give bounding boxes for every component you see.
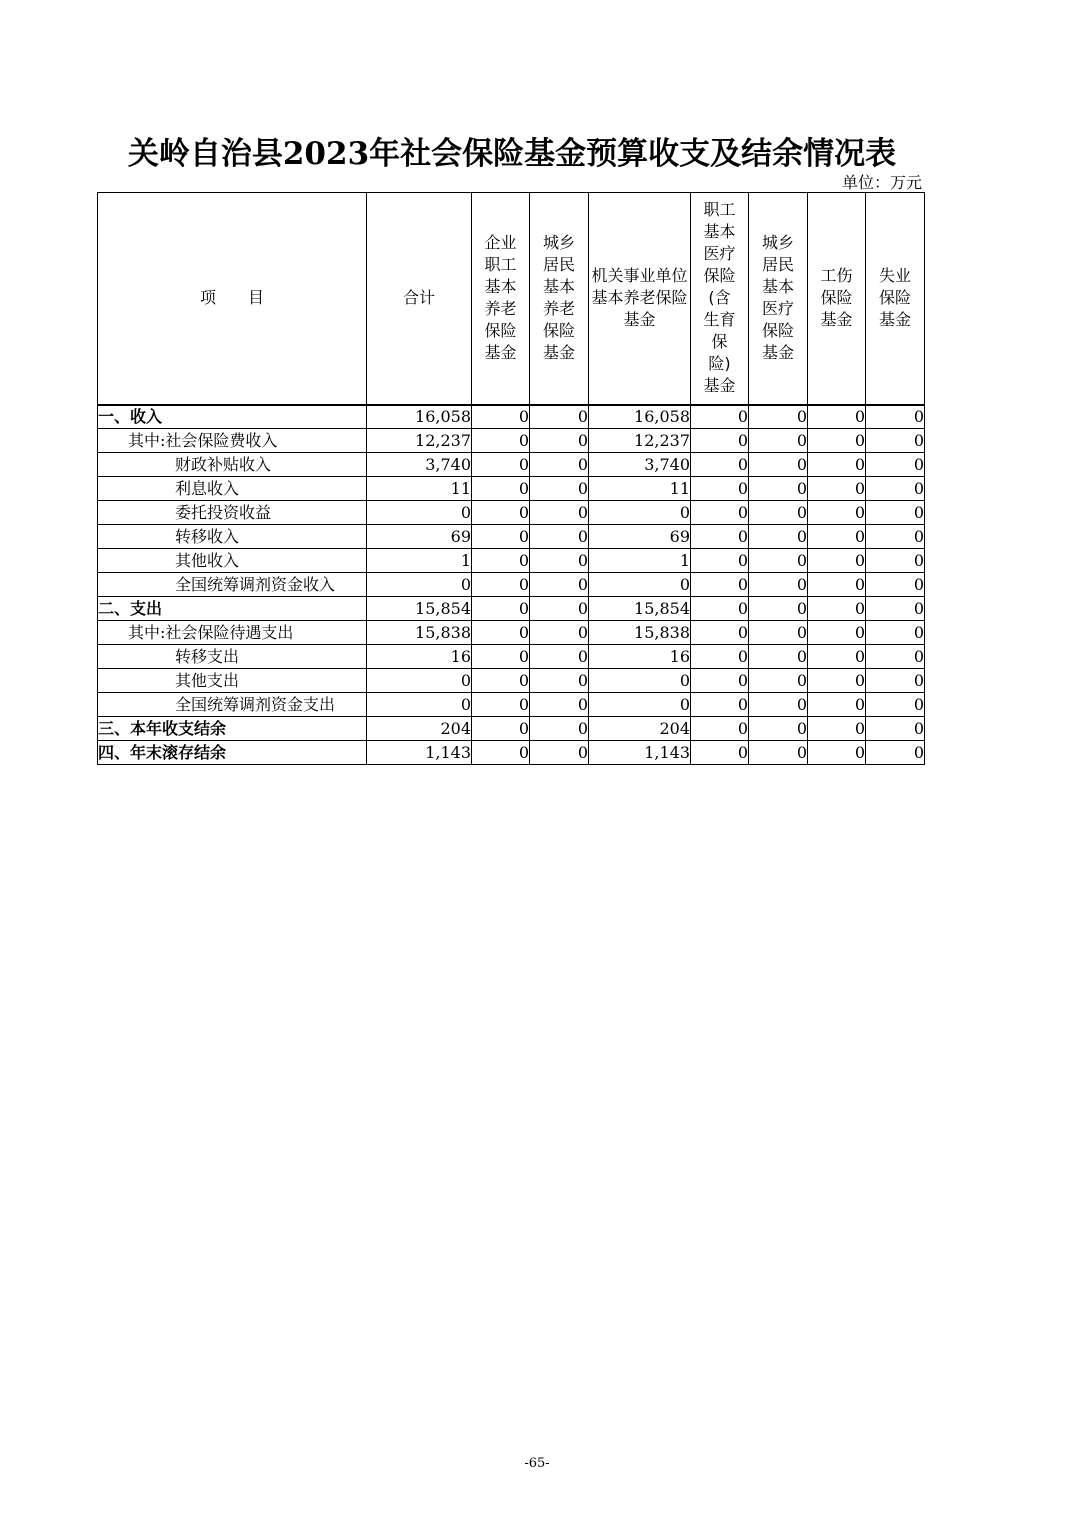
table-row: [98, 429, 925, 453]
header-institution-pension: 机关事业单位基本养老保险基金: [589, 193, 691, 405]
header-resident-medical: 城乡居民基本医疗保险基金: [749, 193, 808, 405]
cell-value: 3,740: [589, 453, 691, 477]
cell-value: 0: [691, 717, 749, 741]
cell-value: 0: [472, 741, 530, 765]
cell-value: 12,237: [367, 429, 472, 453]
cell-value: 0: [866, 669, 925, 693]
header-row: [98, 193, 925, 405]
cell-value: 0: [530, 573, 589, 597]
cell-value: 0: [808, 549, 866, 573]
table-row: [98, 405, 925, 429]
cell-value: 3,740: [367, 453, 472, 477]
row-label: 四、年末滚存结余: [98, 741, 367, 765]
budget-table: [97, 192, 925, 765]
unit-label: 单位：万元: [841, 173, 922, 192]
cell-value: 16,058: [367, 405, 472, 429]
cell-value: 16,058: [589, 405, 691, 429]
cell-value: 0: [866, 477, 925, 501]
cell-value: 0: [530, 621, 589, 645]
cell-value: 0: [808, 669, 866, 693]
header-resident-pension: 城乡居民基本养老保险基金: [530, 193, 589, 405]
cell-value: 0: [808, 693, 866, 717]
cell-value: 0: [749, 501, 808, 525]
cell-value: 0: [866, 645, 925, 669]
cell-value: 0: [749, 429, 808, 453]
cell-value: 1: [589, 549, 691, 573]
row-label: 其他收入: [98, 549, 367, 573]
cell-value: 0: [749, 693, 808, 717]
cell-value: 0: [866, 693, 925, 717]
cell-value: 0: [530, 741, 589, 765]
row-label: 转移支出: [98, 645, 367, 669]
cell-value: 0: [472, 429, 530, 453]
cell-value: 0: [530, 669, 589, 693]
table-row: [98, 645, 925, 669]
cell-value: 16: [367, 645, 472, 669]
cell-value: 0: [749, 621, 808, 645]
cell-value: 0: [866, 597, 925, 621]
cell-value: 0: [808, 501, 866, 525]
cell-value: 0: [866, 453, 925, 477]
table-row: [98, 453, 925, 477]
cell-value: 0: [691, 549, 749, 573]
row-label: 其中:社会保险费收入: [98, 429, 367, 453]
cell-value: 0: [866, 429, 925, 453]
cell-value: 0: [808, 597, 866, 621]
cell-value: 0: [367, 501, 472, 525]
cell-value: 0: [691, 429, 749, 453]
cell-value: 0: [472, 669, 530, 693]
cell-value: 0: [472, 717, 530, 741]
table-row: [98, 597, 925, 621]
cell-value: 0: [589, 501, 691, 525]
cell-value: 0: [749, 453, 808, 477]
row-label: 二、支出: [98, 597, 367, 621]
cell-value: 0: [691, 645, 749, 669]
header-employee-medical: 职工基本医疗保险(含生育保险)基金: [691, 193, 749, 405]
cell-value: 0: [866, 717, 925, 741]
cell-value: 0: [472, 549, 530, 573]
row-label: 一、收入: [98, 405, 367, 429]
cell-value: 0: [589, 573, 691, 597]
cell-value: 204: [589, 717, 691, 741]
cell-value: 0: [691, 621, 749, 645]
cell-value: 0: [530, 501, 589, 525]
cell-value: 0: [749, 717, 808, 741]
cell-value: 0: [808, 573, 866, 597]
table-row: [98, 717, 925, 741]
cell-value: 15,854: [589, 597, 691, 621]
cell-value: 0: [691, 573, 749, 597]
cell-value: 0: [691, 477, 749, 501]
cell-value: 0: [691, 453, 749, 477]
cell-value: 0: [589, 693, 691, 717]
cell-value: 0: [866, 741, 925, 765]
cell-value: 1: [367, 549, 472, 573]
cell-value: 0: [808, 525, 866, 549]
table-row: [98, 501, 925, 525]
cell-value: 1,143: [367, 741, 472, 765]
row-label: 其中:社会保险待遇支出: [98, 621, 367, 645]
cell-value: 0: [472, 477, 530, 501]
header-item: 项 目: [98, 193, 367, 405]
row-label: 全国统筹调剂资金收入: [98, 573, 367, 597]
cell-value: 0: [749, 477, 808, 501]
cell-value: 0: [749, 669, 808, 693]
cell-value: 0: [472, 405, 530, 429]
cell-value: 0: [691, 501, 749, 525]
cell-value: 0: [749, 549, 808, 573]
cell-value: 11: [367, 477, 472, 501]
header-unemployment: 失业保险基金: [866, 193, 925, 405]
cell-value: 0: [808, 717, 866, 741]
header-total: 合计: [367, 193, 472, 405]
table-row: [98, 669, 925, 693]
cell-value: 0: [472, 621, 530, 645]
cell-value: 69: [367, 525, 472, 549]
cell-value: 15,838: [589, 621, 691, 645]
cell-value: 0: [472, 597, 530, 621]
row-label: 财政补贴收入: [98, 453, 367, 477]
cell-value: 0: [472, 501, 530, 525]
cell-value: 0: [749, 741, 808, 765]
cell-value: 0: [367, 669, 472, 693]
cell-value: 0: [367, 573, 472, 597]
cell-value: 16: [589, 645, 691, 669]
page-number: -65-: [524, 1456, 550, 1471]
cell-value: 0: [472, 525, 530, 549]
cell-value: 0: [691, 693, 749, 717]
cell-value: 0: [472, 645, 530, 669]
cell-value: 0: [367, 693, 472, 717]
cell-value: 0: [530, 645, 589, 669]
cell-value: 1,143: [589, 741, 691, 765]
row-label: 三、本年收支结余: [98, 717, 367, 741]
cell-value: 0: [530, 549, 589, 573]
row-label: 全国统筹调剂资金支出: [98, 693, 367, 717]
cell-value: 0: [691, 525, 749, 549]
cell-value: 0: [472, 693, 530, 717]
cell-value: 0: [691, 741, 749, 765]
cell-value: 0: [530, 717, 589, 741]
cell-value: 0: [691, 669, 749, 693]
cell-value: 0: [749, 573, 808, 597]
cell-value: 0: [530, 693, 589, 717]
row-label: 转移收入: [98, 525, 367, 549]
cell-value: 12,237: [589, 429, 691, 453]
cell-value: 0: [691, 405, 749, 429]
cell-value: 0: [808, 453, 866, 477]
cell-value: 0: [808, 621, 866, 645]
cell-value: 0: [530, 405, 589, 429]
table-row: [98, 621, 925, 645]
cell-value: 0: [866, 573, 925, 597]
cell-value: 0: [808, 429, 866, 453]
cell-value: 0: [530, 429, 589, 453]
cell-value: 0: [808, 645, 866, 669]
cell-value: 15,838: [367, 621, 472, 645]
cell-value: 69: [589, 525, 691, 549]
cell-value: 0: [749, 645, 808, 669]
cell-value: 0: [866, 501, 925, 525]
cell-value: 0: [749, 597, 808, 621]
table-row: [98, 525, 925, 549]
table-row: [98, 741, 925, 765]
cell-value: 0: [472, 573, 530, 597]
table-row: [98, 477, 925, 501]
table-row: [98, 573, 925, 597]
cell-value: 0: [866, 405, 925, 429]
cell-value: 0: [808, 405, 866, 429]
row-label: 其他支出: [98, 669, 367, 693]
cell-value: 204: [367, 717, 472, 741]
cell-value: 0: [530, 477, 589, 501]
cell-value: 0: [472, 453, 530, 477]
page-title: 关岭自治县2023年社会保险基金预算收支及结余情况表: [127, 136, 897, 172]
cell-value: 0: [808, 477, 866, 501]
table-row: [98, 549, 925, 573]
cell-value: 0: [866, 549, 925, 573]
table-body: [98, 405, 925, 765]
cell-value: 0: [530, 597, 589, 621]
cell-value: 11: [589, 477, 691, 501]
cell-value: 0: [530, 525, 589, 549]
cell-value: 0: [808, 741, 866, 765]
header-enterprise-pension: 企业职工基本养老保险基金: [472, 193, 530, 405]
header-injury: 工伤保险基金: [808, 193, 866, 405]
cell-value: 0: [749, 525, 808, 549]
cell-value: 0: [691, 597, 749, 621]
cell-value: 0: [866, 525, 925, 549]
cell-value: 0: [589, 669, 691, 693]
cell-value: 15,854: [367, 597, 472, 621]
table-row: [98, 693, 925, 717]
cell-value: 0: [749, 405, 808, 429]
cell-value: 0: [530, 453, 589, 477]
row-label: 利息收入: [98, 477, 367, 501]
row-label: 委托投资收益: [98, 501, 367, 525]
cell-value: 0: [866, 621, 925, 645]
